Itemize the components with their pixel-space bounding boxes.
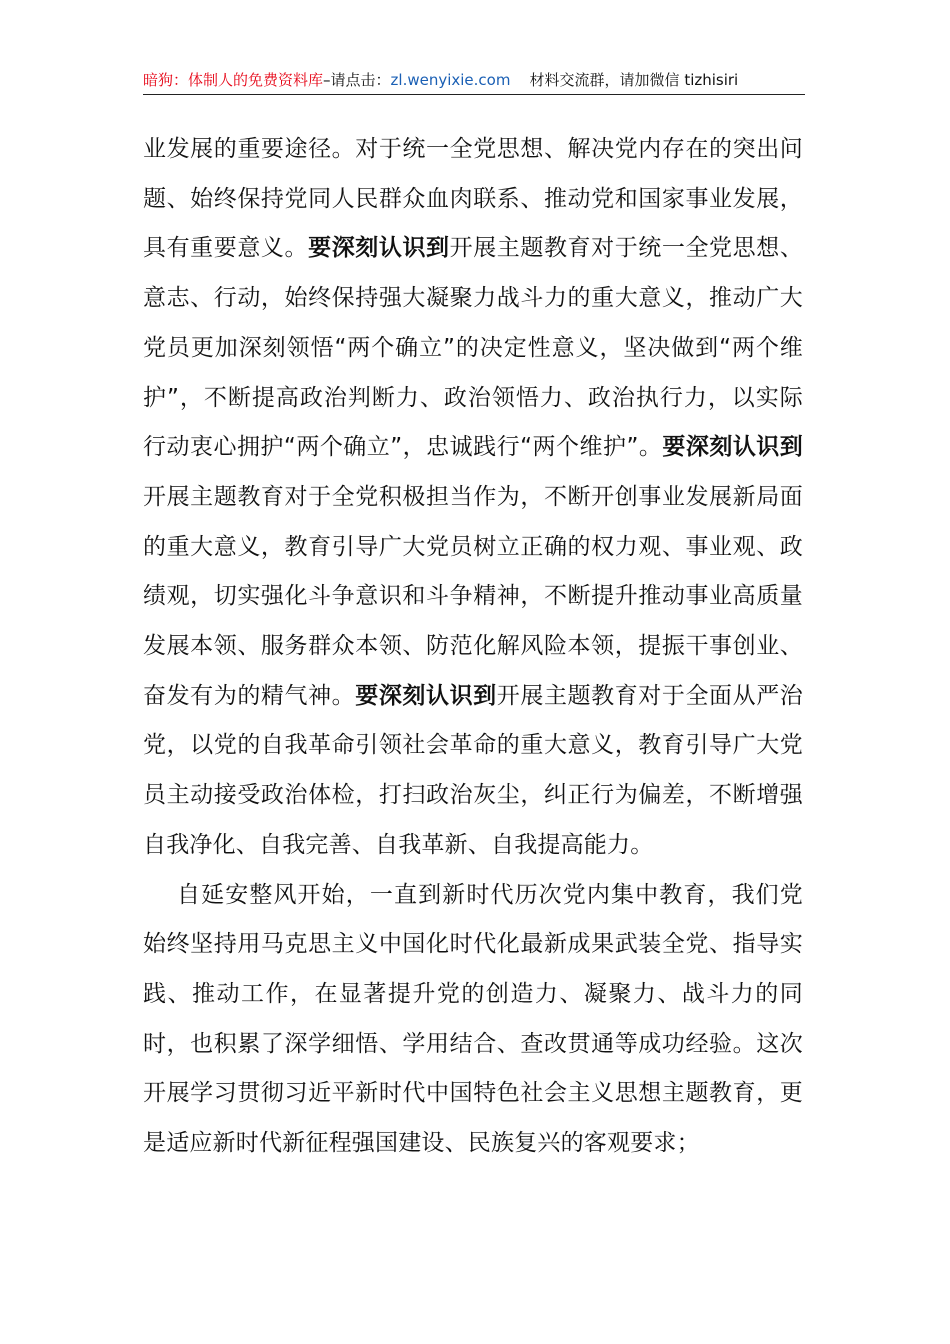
- text-run: 开展主题教育对于统一全党思想、意志、行动，始终保持强大凝聚力战斗力的重大意义，推动广大党员更加深刻领悟“两个确立”的决定性意义，坚决做到“两个维护”，不断提高政治判断力、政治领悟力、政治执行力，以实际行动衷心拥护“两个确立”，忠诚践行“两个维护”。: [143, 235, 804, 461]
- paragraph-2: [143, 871, 803, 1169]
- header-contact-text: 材料交流群，请加微信 tizhisiri: [529, 71, 739, 89]
- bold-emphasis: 要深刻认识到: [308, 235, 450, 262]
- bold-emphasis: 要深刻认识到: [355, 682, 497, 709]
- text-run: 开展主题教育对于全党积极担当作为，不断开创事业发展新局面的重大意义，教育引导广大党员树立正确的权力观、事业观、政绩观，切实强化斗争意识和斗争精神，不断提升推动事业高质量发展本领、服务群众本领、防范化解风险本领，提振干事创业、奋发有为的精气神。: [143, 483, 803, 709]
- text-run: 开展主题教育对于全面从严治党，以党的自我革命引领社会革命的重大意义，教育引导广大党员主动接受政治体检，打扫政治灰尘，纠正行为偏差，不断增强自我净化、自我完善、自我革新、自我提高能力。: [143, 682, 803, 858]
- header-url-link[interactable]: zl.wenyixie.com: [390, 71, 511, 89]
- body-text: [143, 125, 803, 1169]
- header-site-title: 暗狗：体制人的免费资料库: [143, 71, 324, 89]
- header-click-label: –请点击：: [323, 71, 391, 89]
- bold-emphasis: 要深刻认识到: [662, 434, 803, 461]
- paragraph-1: [143, 125, 803, 871]
- page-header: [143, 68, 805, 95]
- text-run: 自延安整风开始，一直到新时代历次党内集中教育，我们党始终坚持用马克思主义中国化时代化最新成果武装全党、指导实践、推动工作，在显著提升党的创造力、凝聚力、战斗力的同时，也积累了深学细悟、学用结合、查改贯通等成功经验。这次开展学习贯彻习近平新时代中国特色社会主义思想主题教育，更是适应新时代新征程强国建设、民族复兴的客观要求；: [143, 881, 803, 1157]
- text-run: 业发展的重要途径。对于统一全党思想、解决党内存在的突出问题、始终保持党同人民群众血肉联系、推动党和国家事业发展，具有重要意义。: [143, 136, 803, 262]
